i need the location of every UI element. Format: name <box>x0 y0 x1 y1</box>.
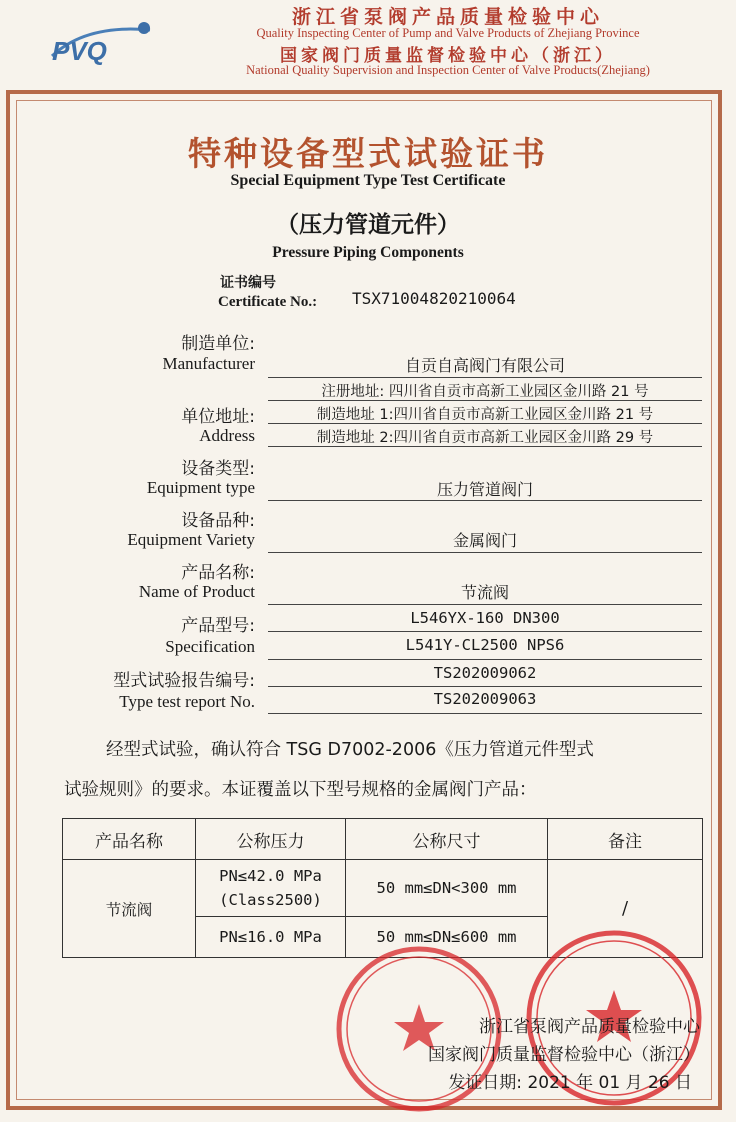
address-line-manufacturing-2: 制造地址 2:四川省自贡市高新工业园区金川路 29 号 <box>316 430 654 446</box>
title-cn: 特种设备型式试验证书 <box>188 134 548 173</box>
address-line-manufacturing-1: 制造地址 1:四川省自贡市高新工业园区金川路 21 号 <box>316 407 654 423</box>
address-line-registered: 注册地址: 四川省自贡市高新工业园区金川路 21 号 <box>321 384 649 400</box>
certificate-number-label-cn: 证书编号 <box>220 275 276 291</box>
specification-label-cn: 产品型号: <box>181 616 255 636</box>
pressure-line-2: (Class2500) <box>219 891 322 909</box>
equipment-variety-label-cn: 设备品种: <box>181 511 255 531</box>
table-header-pressure: 公称压力 <box>196 819 346 860</box>
manufacturer-label-cn: 制造单位: <box>181 334 255 354</box>
pvq-logo <box>46 16 166 68</box>
pressure-line-1: PN≤42.0 MPa <box>219 867 322 885</box>
specification-value-2: L541Y-CL2500 NPS6 <box>405 636 565 654</box>
product-name-label-cn: 产品名称: <box>181 563 255 583</box>
product-name-underline <box>268 604 702 605</box>
report-no-value-2: TS202009063 <box>433 690 537 708</box>
certificate-number: TSX71004820210064 <box>352 289 516 308</box>
report-no-label-cn: 型式试验报告编号: <box>113 671 255 691</box>
manufacturer-value: 自贡自高阀门有限公司 <box>404 356 565 375</box>
address-underline-3 <box>268 446 702 447</box>
table-cell-size: 50 mm≤DN≤600 mm <box>346 917 548 958</box>
statement-line-2: 试验规则》的要求。本证覆盖以下型号规格的金属阀门产品： <box>64 780 537 800</box>
equipment-type-underline <box>268 500 702 501</box>
equipment-variety-underline <box>268 552 702 553</box>
table-cell-pressure: PN≤16.0 MPa <box>196 917 346 958</box>
address-underline-1 <box>268 400 702 401</box>
table-cell-size: 50 mm≤DN<300 mm <box>346 860 548 917</box>
table-cell-product: 节流阀 <box>63 860 196 958</box>
subtitle-cn: （压力管道元件） <box>276 212 460 238</box>
logo-text: PVQ <box>52 36 107 66</box>
table-header-size: 公称尺寸 <box>346 819 548 860</box>
header-cn-line1: 浙江省泵阀产品质量检验中心 <box>291 6 604 28</box>
report-no-underline-2 <box>268 713 702 714</box>
table-row <box>63 860 703 917</box>
table-cell-remark: / <box>548 860 703 958</box>
manufacturer-underline <box>268 377 702 378</box>
equipment-type-value: 压力管道阀门 <box>436 480 533 499</box>
specification-underline-2 <box>268 659 702 660</box>
specification-underline-1 <box>268 631 702 632</box>
issue-date: 发证日期: 2021 年 01 月 26 日 <box>448 1073 692 1093</box>
equipment-variety-label-en: Equipment Variety <box>127 530 255 549</box>
report-no-label-en: Type test report No. <box>119 692 255 711</box>
statement-line-1: 经型式试验，确认符合 TSG D7002-2006《压力管道元件型式 <box>106 740 594 760</box>
equipment-type-label-cn: 设备类型: <box>181 459 255 479</box>
issuer-line-2: 国家阀门质量监督检验中心（浙江） <box>428 1045 700 1065</box>
manufacturer-label-en: Manufacturer <box>162 354 255 373</box>
title-en: Special Equipment Type Test Certificate <box>230 172 506 189</box>
header-en-line1: Quality Inspecting Center of Pump and Valve Products of Zhejiang Province <box>256 26 640 40</box>
product-name-label-en: Name of Product <box>138 582 255 601</box>
equipment-type-label-en: Equipment type <box>146 478 255 497</box>
issuer-line-1: 浙江省泵阀产品质量检验中心 <box>479 1017 700 1037</box>
certificate-number-label-en: Certificate No.: <box>218 294 318 310</box>
equipment-variety-value: 金属阀门 <box>452 531 517 550</box>
table-header-remark: 备注 <box>548 819 703 860</box>
table-header-product: 产品名称 <box>63 819 196 860</box>
specification-value-1: L546YX-160 DN300 <box>410 609 560 627</box>
header-en-line2: National Quality Supervision and Inspection Center of Valve Products(Zhejiang) <box>246 63 650 77</box>
table-header-row <box>63 819 703 860</box>
address-underline-2 <box>268 423 702 424</box>
table-cell-pressure <box>196 860 346 917</box>
address-label-cn: 单位地址: <box>181 407 255 427</box>
header-cn-line2: 国家阀门质量监督检验中心（浙江） <box>280 46 616 66</box>
specification-label-en: Specification <box>165 637 255 656</box>
address-label-en: Address <box>199 426 255 445</box>
report-no-value-1: TS202009062 <box>433 664 537 682</box>
report-no-underline-1 <box>268 686 702 687</box>
subtitle-en: Pressure Piping Components <box>272 244 464 261</box>
product-name-value: 节流阀 <box>460 583 509 602</box>
